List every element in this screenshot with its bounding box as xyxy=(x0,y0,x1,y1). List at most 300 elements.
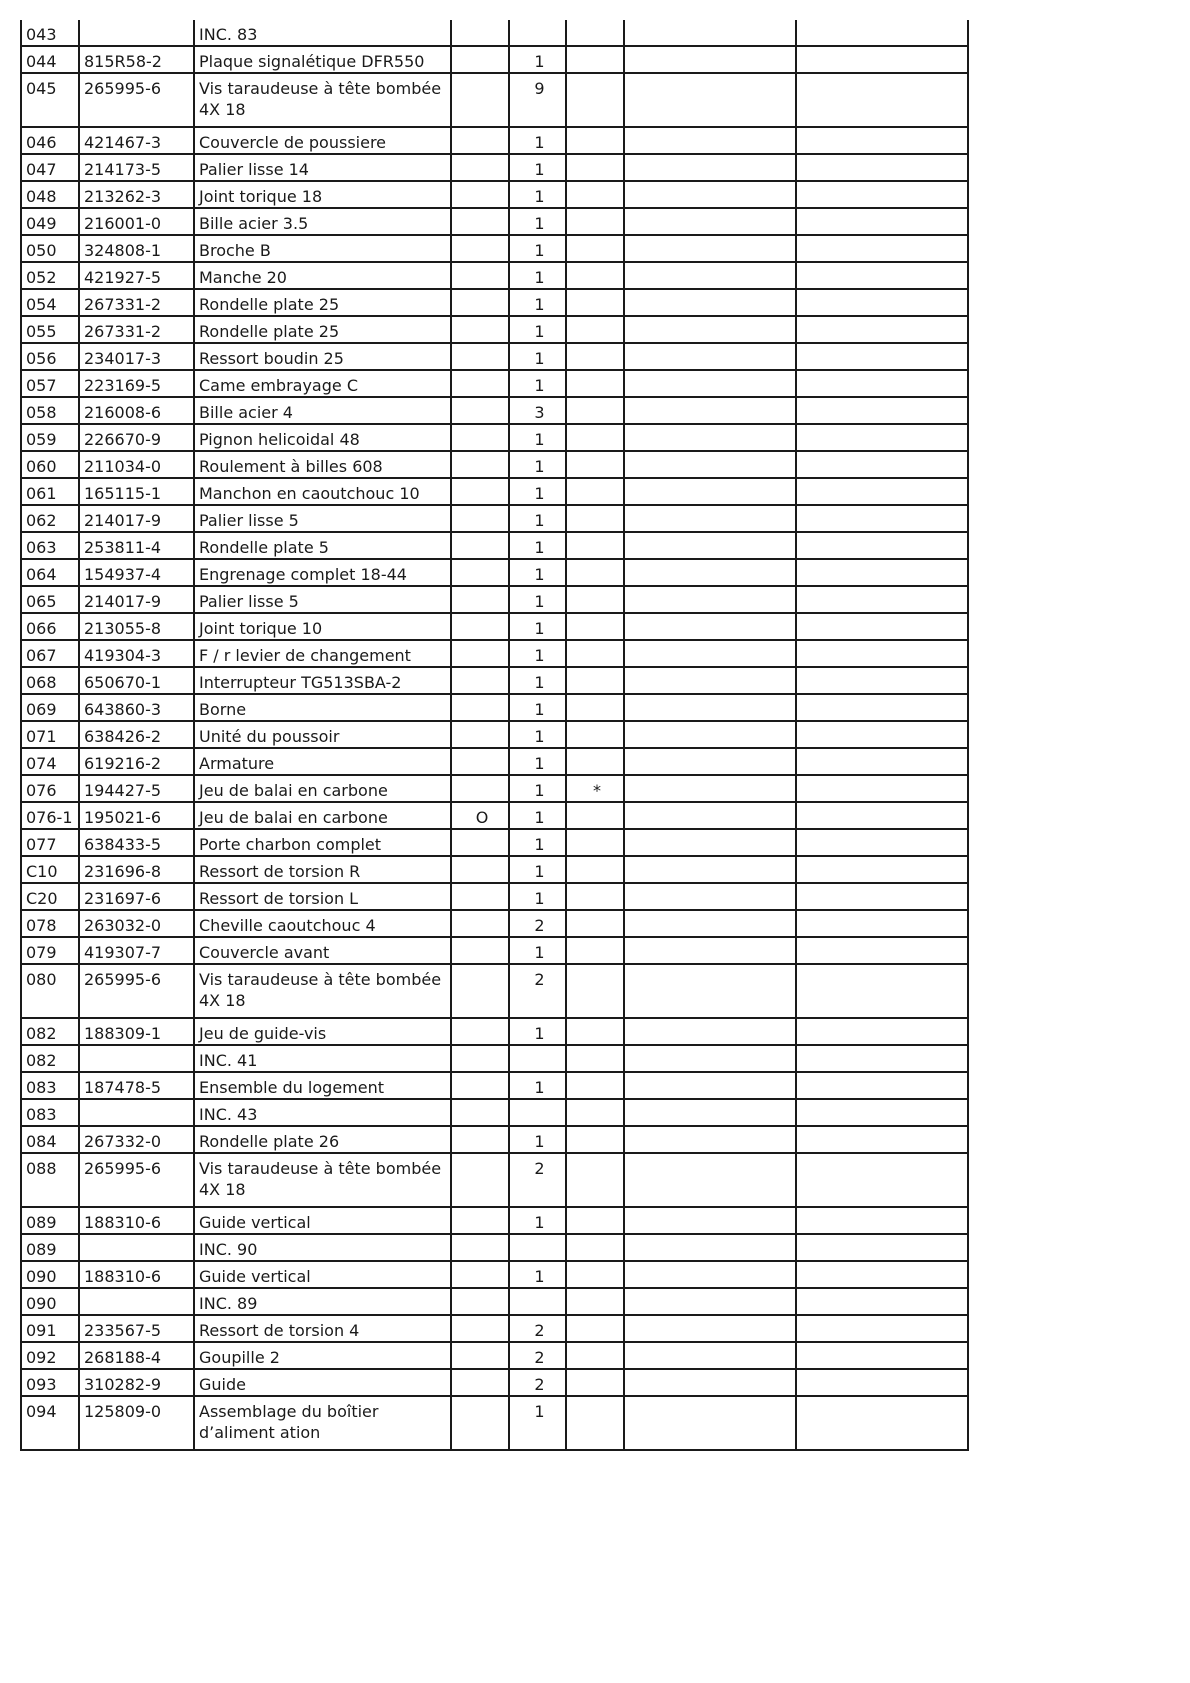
blank-cell xyxy=(796,1261,968,1288)
quantity-cell: 1 xyxy=(509,721,566,748)
quantity-cell: 1 xyxy=(509,262,566,289)
option-cell xyxy=(451,424,509,451)
description-cell: Armature xyxy=(194,748,451,775)
remark-cell: * xyxy=(566,775,624,802)
blank-cell xyxy=(624,775,796,802)
blank-cell xyxy=(624,586,796,613)
quantity-cell: 1 xyxy=(509,1207,566,1234)
table-row xyxy=(21,505,968,532)
part-number-cell: 419307-7 xyxy=(79,937,194,964)
table-row xyxy=(21,937,968,964)
remark-cell xyxy=(566,829,624,856)
table-row xyxy=(21,154,968,181)
description-cell: Ressort de torsion L xyxy=(194,883,451,910)
blank-cell xyxy=(796,802,968,829)
table-row xyxy=(21,586,968,613)
table-row xyxy=(21,370,968,397)
description-cell: Joint torique 18 xyxy=(194,181,451,208)
table-row xyxy=(21,1099,968,1126)
blank-cell xyxy=(796,883,968,910)
part-number-cell: 324808-1 xyxy=(79,235,194,262)
blank-cell xyxy=(624,559,796,586)
part-number-cell: 125809-0 xyxy=(79,1396,194,1450)
description-cell: Plaque signalétique DFR550 xyxy=(194,46,451,73)
part-number-cell xyxy=(79,1234,194,1261)
table-row xyxy=(21,1045,968,1072)
quantity-cell: 9 xyxy=(509,73,566,127)
table-row xyxy=(21,478,968,505)
table-row xyxy=(21,883,968,910)
option-cell xyxy=(451,73,509,127)
description-cell: Rondelle plate 25 xyxy=(194,289,451,316)
blank-cell xyxy=(796,1207,968,1234)
option-cell xyxy=(451,1153,509,1207)
quantity-cell: 1 xyxy=(509,343,566,370)
description-cell: Guide xyxy=(194,1369,451,1396)
blank-cell xyxy=(796,532,968,559)
part-number-cell: 267332-0 xyxy=(79,1126,194,1153)
blank-cell xyxy=(796,613,968,640)
item-number-cell: C10 xyxy=(21,856,79,883)
table-row xyxy=(21,235,968,262)
item-number-cell: 090 xyxy=(21,1288,79,1315)
option-cell xyxy=(451,1045,509,1072)
quantity-cell xyxy=(509,1234,566,1261)
part-number-cell: 638433-5 xyxy=(79,829,194,856)
part-number-cell: 195021-6 xyxy=(79,802,194,829)
quantity-cell xyxy=(509,1099,566,1126)
part-number-cell: 213055-8 xyxy=(79,613,194,640)
item-number-cell: 077 xyxy=(21,829,79,856)
option-cell xyxy=(451,586,509,613)
remark-cell xyxy=(566,1315,624,1342)
table-row xyxy=(21,775,968,802)
item-number-cell: 067 xyxy=(21,640,79,667)
quantity-cell: 1 xyxy=(509,883,566,910)
part-number-cell: 268188-4 xyxy=(79,1342,194,1369)
blank-cell xyxy=(796,127,968,154)
blank-cell xyxy=(624,613,796,640)
description-cell: Ressort de torsion R xyxy=(194,856,451,883)
quantity-cell: 1 xyxy=(509,586,566,613)
blank-cell xyxy=(624,478,796,505)
blank-cell xyxy=(624,424,796,451)
option-cell xyxy=(451,1018,509,1045)
blank-cell xyxy=(624,694,796,721)
remark-cell xyxy=(566,1396,624,1450)
blank-cell xyxy=(796,1126,968,1153)
remark-cell xyxy=(566,424,624,451)
quantity-cell: 1 xyxy=(509,181,566,208)
remark-cell xyxy=(566,640,624,667)
option-cell xyxy=(451,397,509,424)
description-cell: Cheville caoutchouc 4 xyxy=(194,910,451,937)
remark-cell xyxy=(566,208,624,235)
remark-cell xyxy=(566,559,624,586)
blank-cell xyxy=(624,343,796,370)
option-cell xyxy=(451,1207,509,1234)
remark-cell xyxy=(566,586,624,613)
option-cell xyxy=(451,478,509,505)
blank-cell xyxy=(796,235,968,262)
part-number-cell xyxy=(79,1099,194,1126)
option-cell xyxy=(451,1234,509,1261)
part-number-cell: 216001-0 xyxy=(79,208,194,235)
blank-cell xyxy=(796,343,968,370)
blank-cell xyxy=(624,181,796,208)
remark-cell xyxy=(566,1261,624,1288)
blank-cell xyxy=(796,397,968,424)
blank-cell xyxy=(796,694,968,721)
table-row xyxy=(21,181,968,208)
table-row xyxy=(21,343,968,370)
part-number-cell: 216008-6 xyxy=(79,397,194,424)
description-cell: INC. 41 xyxy=(194,1045,451,1072)
description-cell: Pignon helicoidal 48 xyxy=(194,424,451,451)
quantity-cell: 1 xyxy=(509,1261,566,1288)
option-cell xyxy=(451,748,509,775)
blank-cell xyxy=(624,829,796,856)
table-row xyxy=(21,1234,968,1261)
remark-cell xyxy=(566,478,624,505)
option-cell xyxy=(451,829,509,856)
description-cell: Palier lisse 5 xyxy=(194,586,451,613)
description-cell: Ressort de torsion 4 xyxy=(194,1315,451,1342)
item-number-cell: 079 xyxy=(21,937,79,964)
blank-cell xyxy=(624,20,796,46)
quantity-cell: 1 xyxy=(509,370,566,397)
part-number-cell: 815R58-2 xyxy=(79,46,194,73)
table-row xyxy=(21,1153,968,1207)
quantity-cell: 1 xyxy=(509,235,566,262)
item-number-cell: 076-1 xyxy=(21,802,79,829)
blank-cell xyxy=(796,1018,968,1045)
item-number-cell: 094 xyxy=(21,1396,79,1450)
blank-cell xyxy=(796,721,968,748)
remark-cell xyxy=(566,316,624,343)
table-row xyxy=(21,1396,968,1450)
blank-cell xyxy=(624,856,796,883)
blank-cell xyxy=(796,775,968,802)
item-number-cell: 060 xyxy=(21,451,79,478)
remark-cell xyxy=(566,1045,624,1072)
blank-cell xyxy=(796,505,968,532)
part-number-cell: 214173-5 xyxy=(79,154,194,181)
blank-cell xyxy=(624,667,796,694)
description-cell: Came embrayage C xyxy=(194,370,451,397)
part-number-cell: 213262-3 xyxy=(79,181,194,208)
blank-cell xyxy=(796,451,968,478)
blank-cell xyxy=(624,1099,796,1126)
quantity-cell: 1 xyxy=(509,424,566,451)
blank-cell xyxy=(624,1396,796,1450)
part-number-cell: 310282-9 xyxy=(79,1369,194,1396)
blank-cell xyxy=(624,316,796,343)
item-number-cell: 069 xyxy=(21,694,79,721)
quantity-cell: 2 xyxy=(509,910,566,937)
remark-cell xyxy=(566,343,624,370)
option-cell xyxy=(451,1126,509,1153)
table-row xyxy=(21,910,968,937)
blank-cell xyxy=(624,1018,796,1045)
parts-list-page xyxy=(20,20,969,1451)
item-number-cell: 058 xyxy=(21,397,79,424)
option-cell xyxy=(451,721,509,748)
quantity-cell: 1 xyxy=(509,154,566,181)
remark-cell xyxy=(566,1099,624,1126)
remark-cell xyxy=(566,1153,624,1207)
part-number-cell: 211034-0 xyxy=(79,451,194,478)
part-number-cell xyxy=(79,1288,194,1315)
part-number-cell: 231696-8 xyxy=(79,856,194,883)
remark-cell xyxy=(566,451,624,478)
description-cell: Porte charbon complet xyxy=(194,829,451,856)
blank-cell xyxy=(624,883,796,910)
quantity-cell: 2 xyxy=(509,1153,566,1207)
description-cell: Goupille 2 xyxy=(194,1342,451,1369)
quantity-cell: 3 xyxy=(509,397,566,424)
item-number-cell: 063 xyxy=(21,532,79,559)
blank-cell xyxy=(624,1369,796,1396)
description-cell: F / r levier de changement xyxy=(194,640,451,667)
blank-cell xyxy=(796,856,968,883)
blank-cell xyxy=(796,20,968,46)
item-number-cell: 082 xyxy=(21,1018,79,1045)
part-number-cell: 226670-9 xyxy=(79,424,194,451)
blank-cell xyxy=(796,154,968,181)
description-cell: Manche 20 xyxy=(194,262,451,289)
item-number-cell: 043 xyxy=(21,20,79,46)
quantity-cell: 1 xyxy=(509,1072,566,1099)
part-number-cell: 421927-5 xyxy=(79,262,194,289)
item-number-cell: 076 xyxy=(21,775,79,802)
option-cell xyxy=(451,883,509,910)
part-number-cell: 165115-1 xyxy=(79,478,194,505)
option-cell xyxy=(451,262,509,289)
blank-cell xyxy=(624,235,796,262)
item-number-cell: 052 xyxy=(21,262,79,289)
table-row xyxy=(21,1369,968,1396)
description-cell: Couvercle de poussiere xyxy=(194,127,451,154)
remark-cell xyxy=(566,667,624,694)
description-cell: Ressort boudin 25 xyxy=(194,343,451,370)
table-row xyxy=(21,1342,968,1369)
remark-cell xyxy=(566,1018,624,1045)
part-number-cell: 214017-9 xyxy=(79,586,194,613)
blank-cell xyxy=(624,289,796,316)
item-number-cell: 074 xyxy=(21,748,79,775)
item-number-cell: 091 xyxy=(21,1315,79,1342)
blank-cell xyxy=(796,667,968,694)
blank-cell xyxy=(796,424,968,451)
part-number-cell: 267331-2 xyxy=(79,289,194,316)
part-number-cell: 223169-5 xyxy=(79,370,194,397)
remark-cell xyxy=(566,883,624,910)
remark-cell xyxy=(566,802,624,829)
blank-cell xyxy=(624,910,796,937)
description-cell: Palier lisse 14 xyxy=(194,154,451,181)
item-number-cell: 047 xyxy=(21,154,79,181)
option-cell xyxy=(451,640,509,667)
quantity-cell: 1 xyxy=(509,46,566,73)
option-cell xyxy=(451,1315,509,1342)
part-number-cell: 638426-2 xyxy=(79,721,194,748)
part-number-cell xyxy=(79,20,194,46)
description-cell: Borne xyxy=(194,694,451,721)
blank-cell xyxy=(796,829,968,856)
remark-cell xyxy=(566,20,624,46)
quantity-cell: 1 xyxy=(509,289,566,316)
blank-cell xyxy=(796,46,968,73)
item-number-cell: 048 xyxy=(21,181,79,208)
option-cell xyxy=(451,910,509,937)
option-cell xyxy=(451,856,509,883)
item-number-cell: 092 xyxy=(21,1342,79,1369)
blank-cell xyxy=(796,964,968,1018)
blank-cell xyxy=(624,1261,796,1288)
remark-cell xyxy=(566,46,624,73)
blank-cell xyxy=(624,1315,796,1342)
item-number-cell: 054 xyxy=(21,289,79,316)
table-row xyxy=(21,559,968,586)
description-cell: Joint torique 10 xyxy=(194,613,451,640)
table-row xyxy=(21,208,968,235)
table-row xyxy=(21,316,968,343)
option-cell xyxy=(451,343,509,370)
description-cell: INC. 83 xyxy=(194,20,451,46)
quantity-cell: 2 xyxy=(509,1315,566,1342)
part-number-cell: 214017-9 xyxy=(79,505,194,532)
option-cell xyxy=(451,451,509,478)
option-cell xyxy=(451,532,509,559)
table-row xyxy=(21,694,968,721)
part-number-cell: 188310-6 xyxy=(79,1261,194,1288)
option-cell xyxy=(451,1369,509,1396)
description-cell: Engrenage complet 18-44 xyxy=(194,559,451,586)
quantity-cell: 1 xyxy=(509,1396,566,1450)
table-row xyxy=(21,1018,968,1045)
quantity-cell xyxy=(509,1045,566,1072)
blank-cell xyxy=(796,262,968,289)
option-cell xyxy=(451,127,509,154)
table-row xyxy=(21,127,968,154)
item-number-cell: 057 xyxy=(21,370,79,397)
table-row xyxy=(21,1288,968,1315)
description-cell: Rondelle plate 25 xyxy=(194,316,451,343)
remark-cell xyxy=(566,181,624,208)
item-number-cell: 089 xyxy=(21,1234,79,1261)
item-number-cell: 093 xyxy=(21,1369,79,1396)
description-cell: INC. 90 xyxy=(194,1234,451,1261)
remark-cell xyxy=(566,505,624,532)
parts-table-body xyxy=(21,20,968,1450)
item-number-cell: 089 xyxy=(21,1207,79,1234)
table-row xyxy=(21,1207,968,1234)
option-cell xyxy=(451,613,509,640)
option-cell xyxy=(451,316,509,343)
remark-cell xyxy=(566,856,624,883)
table-row xyxy=(21,73,968,127)
quantity-cell: 1 xyxy=(509,559,566,586)
parts-table xyxy=(20,20,969,1451)
table-row xyxy=(21,424,968,451)
option-cell xyxy=(451,667,509,694)
table-row xyxy=(21,532,968,559)
part-number-cell: 263032-0 xyxy=(79,910,194,937)
part-number-cell: 265995-6 xyxy=(79,1153,194,1207)
table-row xyxy=(21,1126,968,1153)
blank-cell xyxy=(624,262,796,289)
description-cell: Guide vertical xyxy=(194,1261,451,1288)
blank-cell xyxy=(796,910,968,937)
quantity-cell xyxy=(509,1288,566,1315)
description-cell: Broche B xyxy=(194,235,451,262)
option-cell xyxy=(451,1099,509,1126)
quantity-cell: 1 xyxy=(509,532,566,559)
blank-cell xyxy=(624,1288,796,1315)
quantity-cell xyxy=(509,20,566,46)
item-number-cell: 046 xyxy=(21,127,79,154)
quantity-cell: 1 xyxy=(509,1018,566,1045)
item-number-cell: 080 xyxy=(21,964,79,1018)
option-cell xyxy=(451,775,509,802)
item-number-cell: 068 xyxy=(21,667,79,694)
option-cell xyxy=(451,46,509,73)
blank-cell xyxy=(624,127,796,154)
remark-cell xyxy=(566,1369,624,1396)
description-cell: INC. 43 xyxy=(194,1099,451,1126)
remark-cell xyxy=(566,262,624,289)
blank-cell xyxy=(624,397,796,424)
description-cell: Palier lisse 5 xyxy=(194,505,451,532)
option-cell xyxy=(451,694,509,721)
quantity-cell: 1 xyxy=(509,748,566,775)
item-number-cell: 088 xyxy=(21,1153,79,1207)
part-number-cell: 267331-2 xyxy=(79,316,194,343)
table-row xyxy=(21,964,968,1018)
table-row xyxy=(21,640,968,667)
blank-cell xyxy=(624,1045,796,1072)
table-row xyxy=(21,748,968,775)
option-cell xyxy=(451,154,509,181)
item-number-cell: C20 xyxy=(21,883,79,910)
remark-cell xyxy=(566,721,624,748)
description-cell: Vis taraudeuse à tête bombée 4X 18 xyxy=(194,964,451,1018)
item-number-cell: 044 xyxy=(21,46,79,73)
option-cell xyxy=(451,1342,509,1369)
blank-cell xyxy=(624,937,796,964)
blank-cell xyxy=(796,1045,968,1072)
item-number-cell: 082 xyxy=(21,1045,79,1072)
remark-cell xyxy=(566,127,624,154)
item-number-cell: 049 xyxy=(21,208,79,235)
blank-cell xyxy=(624,1234,796,1261)
option-cell xyxy=(451,235,509,262)
option-cell xyxy=(451,1396,509,1450)
quantity-cell: 1 xyxy=(509,640,566,667)
blank-cell xyxy=(624,370,796,397)
remark-cell xyxy=(566,532,624,559)
blank-cell xyxy=(624,802,796,829)
option-cell xyxy=(451,1072,509,1099)
table-row xyxy=(21,46,968,73)
option-cell: O xyxy=(451,802,509,829)
blank-cell xyxy=(624,1153,796,1207)
table-row xyxy=(21,262,968,289)
part-number-cell: 231697-6 xyxy=(79,883,194,910)
table-row xyxy=(21,856,968,883)
quantity-cell: 1 xyxy=(509,856,566,883)
